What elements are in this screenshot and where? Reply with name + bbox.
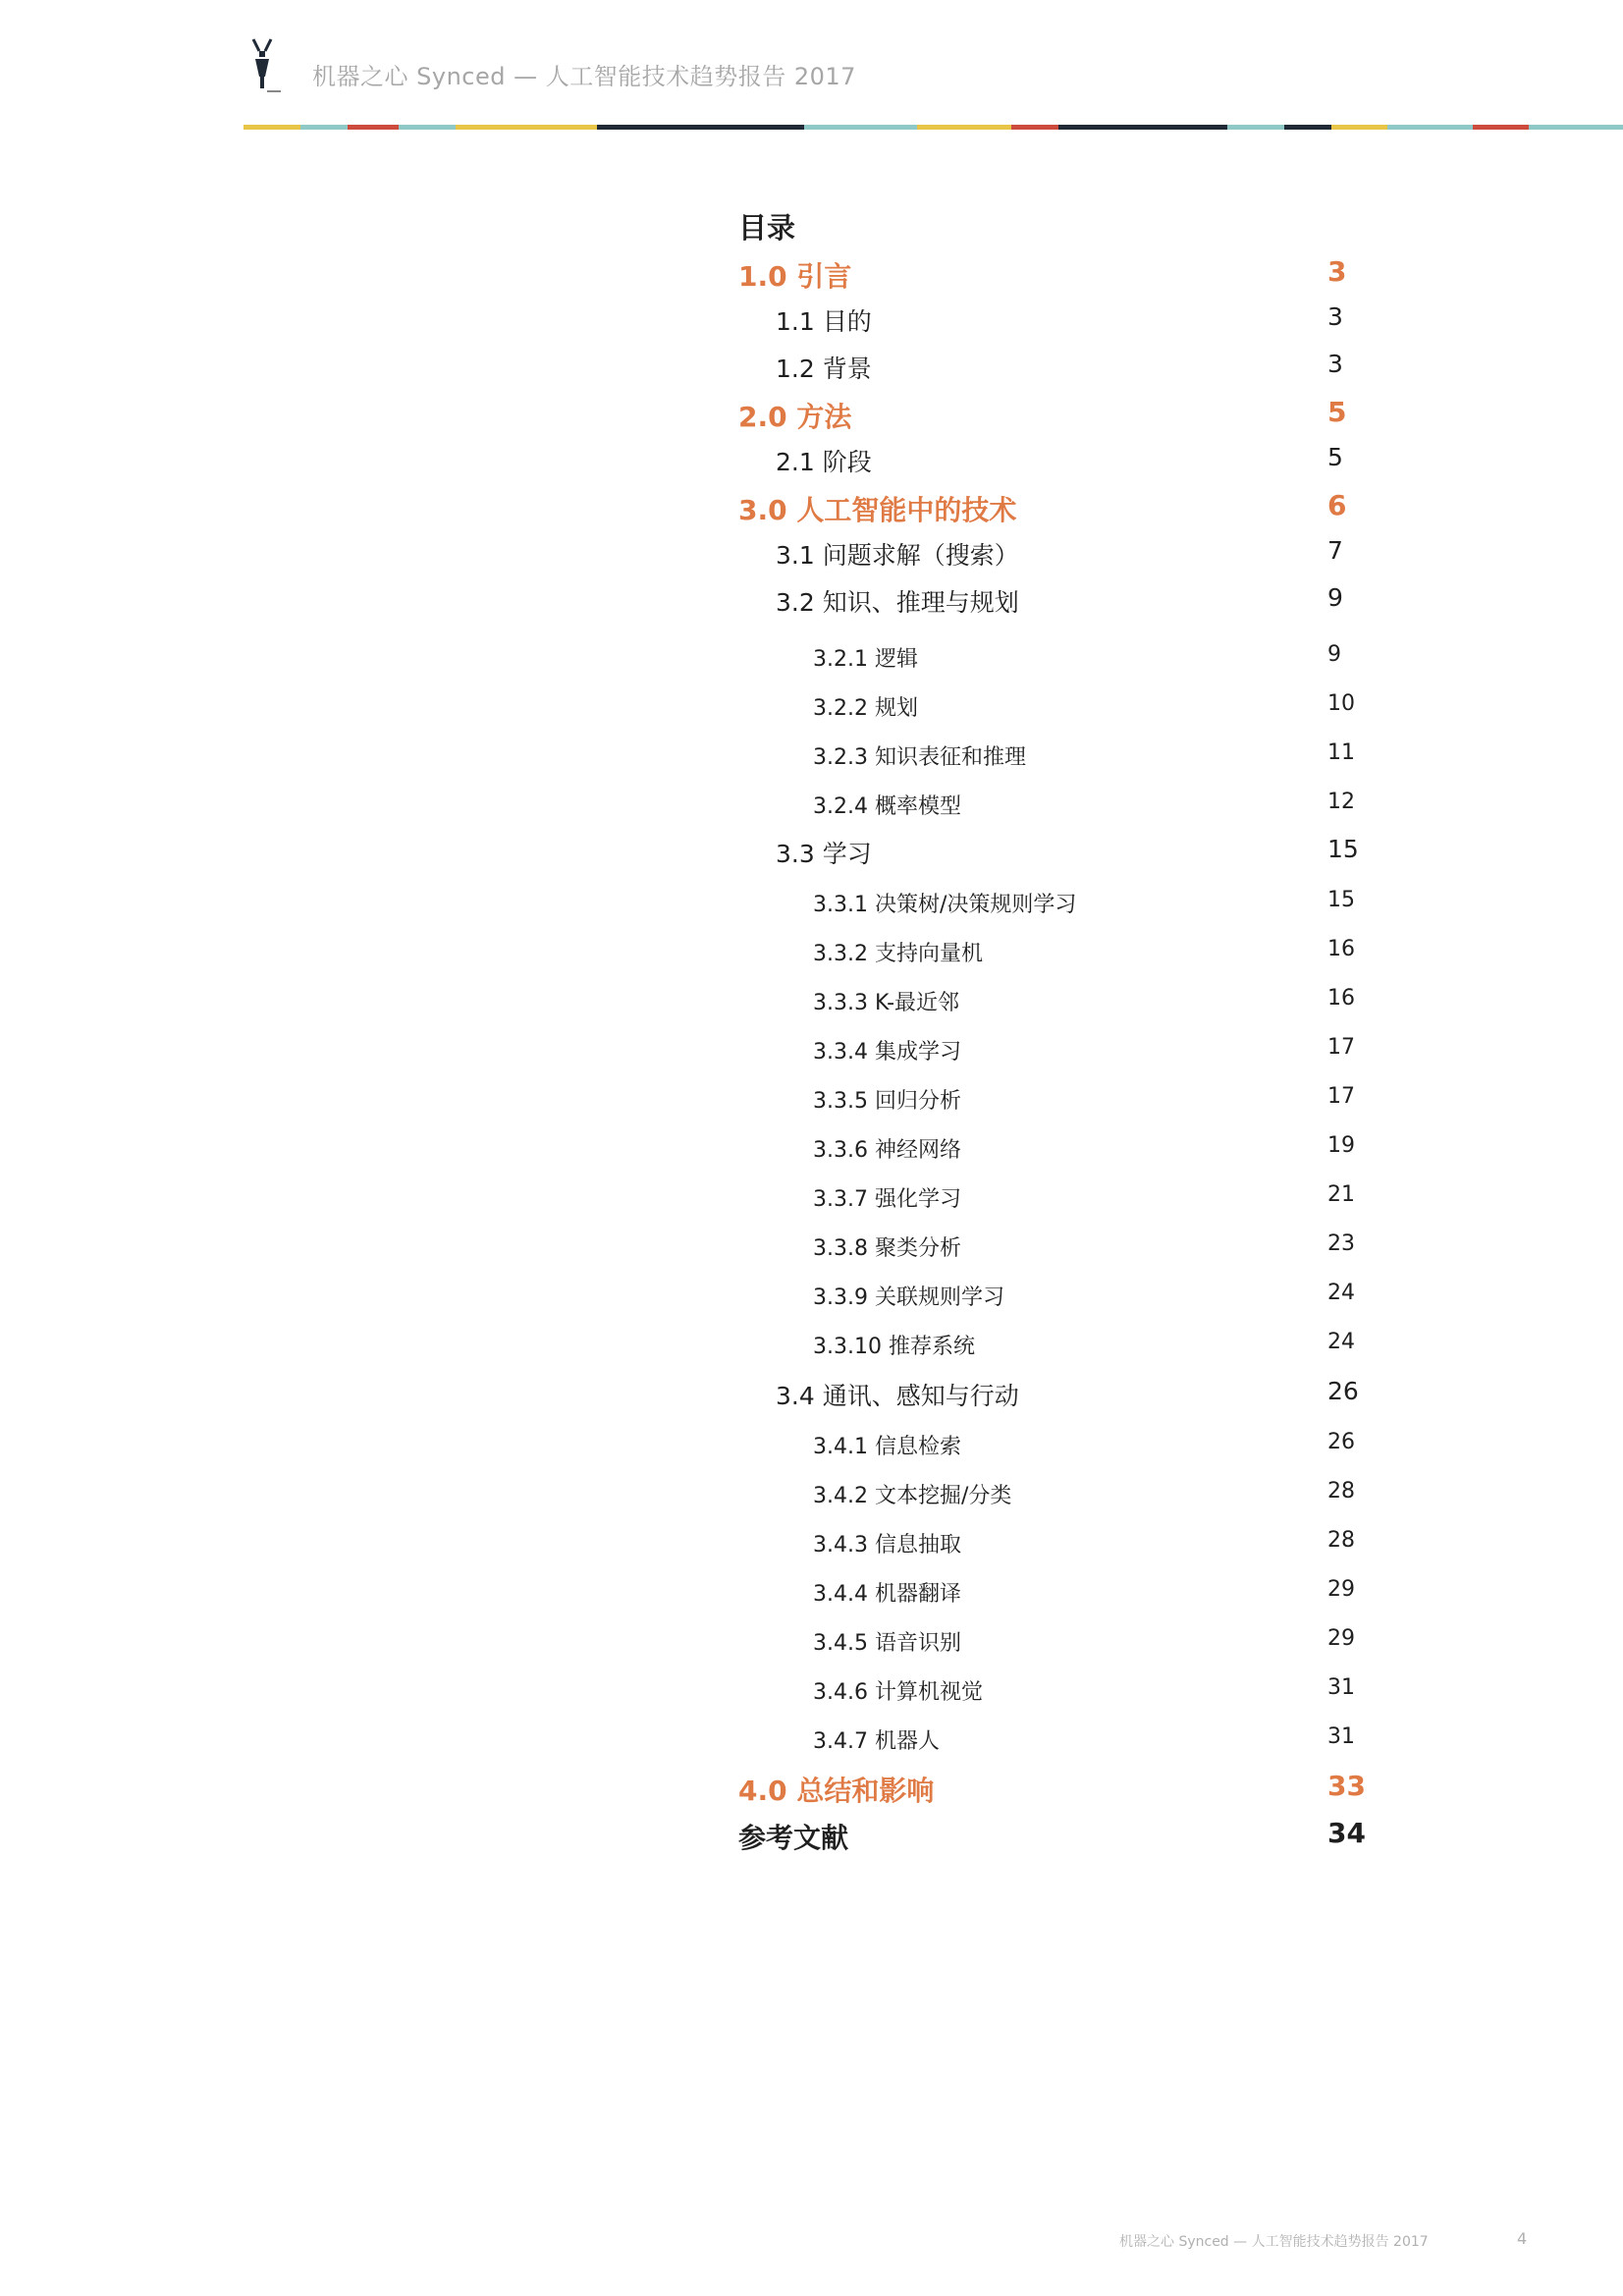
toc-entry-page: 17 [1327,1084,1355,1109]
header-title: 机器之心 Synced — 人工智能技术趋势报告 2017 [312,63,856,90]
toc-entry-label: 3.2.4 概率模型 [813,794,961,819]
toc-entry-label: 3.3.5 回归分析 [813,1089,961,1114]
toc-entry-3-3-4[interactable] [738,1035,1377,1078]
toc-entry-label: 3.2.2 规划 [813,696,918,721]
header-color-rule [243,125,1623,130]
toc-entry-1-0[interactable] [738,255,1377,299]
toc-entry-3-4-5[interactable] [738,1626,1377,1669]
toc-entry-page: 26 [1327,1377,1359,1405]
toc-entry-page: 3 [1327,255,1347,288]
toc-entry-3-3[interactable] [738,835,1377,878]
toc-entry-page: 9 [1327,642,1341,667]
toc-entry-3-2-3[interactable] [738,740,1377,784]
toc-entry-1-1[interactable] [738,302,1377,346]
toc-entry-label: 3.1 问题求解（搜索） [776,541,1019,570]
toc-entry-3-3-3[interactable] [738,986,1377,1029]
toc-entry-label: 参考文献 [738,1822,849,1854]
toc-entry-label: 3.4.4 机器翻译 [813,1582,961,1607]
toc-entry-label: 3.4 通讯、感知与行动 [776,1382,1019,1410]
synced-logo-icon [245,35,285,96]
toc-entry-page: 21 [1327,1182,1355,1207]
toc-entry-page: 26 [1327,1430,1355,1454]
toc-entry-3-3-6[interactable] [738,1133,1377,1176]
toc-entry-page: 7 [1327,536,1343,565]
toc-entry-label: 3.3.7 强化学习 [813,1187,961,1212]
toc-entry-page: 28 [1327,1479,1355,1503]
toc-entry-page: 9 [1327,583,1343,612]
toc-entry-page: 16 [1327,986,1355,1011]
toc-entry-page: 5 [1327,396,1347,428]
toc-entry-3-4-3[interactable] [738,1528,1377,1571]
toc-entry-label: 3.3 学习 [776,840,872,868]
toc-entry-4-0[interactable] [738,1770,1377,1813]
toc-entry-page: 15 [1327,835,1359,863]
toc-entry-page: 24 [1327,1281,1355,1305]
toc-entry-page: 12 [1327,790,1355,814]
toc-entry-3-4-1[interactable] [738,1430,1377,1473]
toc-entry-label: 3.3.1 决策树/决策规则学习 [813,893,1077,917]
toc-entry-3-4[interactable] [738,1377,1377,1420]
toc-entry-label: 3.3.6 神经网络 [813,1138,961,1163]
toc-entry-label: 3.4.3 信息抽取 [813,1533,961,1558]
toc-entry-3-3-10[interactable] [738,1330,1377,1373]
toc-entry-label: 3.3.3 K-最近邻 [813,991,960,1015]
toc-entry-page: 29 [1327,1577,1355,1602]
toc-entry-page: 24 [1327,1330,1355,1354]
toc-entry-label: 2.1 阶段 [776,448,872,476]
toc-entry-page: 3 [1327,350,1343,378]
toc-entry-page: 34 [1327,1817,1366,1849]
toc-entry-label: 3.0 人工智能中的技术 [738,494,1017,526]
toc-entry-3-2-1[interactable] [738,642,1377,685]
toc-entry-page: 31 [1327,1724,1355,1749]
toc-entry-page: 16 [1327,937,1355,961]
toc-entry-page: 23 [1327,1231,1355,1256]
toc-entry-3-2[interactable] [738,583,1377,627]
toc-entry-label: 3.4.1 信息检索 [813,1435,961,1459]
toc-entry-3-4-7[interactable] [738,1724,1377,1768]
toc-entry-label: 3.2.1 逻辑 [813,647,918,672]
toc-entry-page: 28 [1327,1528,1355,1553]
toc-entry-3-3-5[interactable] [738,1084,1377,1127]
toc-entry-1-2[interactable] [738,350,1377,393]
toc-entry-3-3-2[interactable] [738,937,1377,980]
toc-entry-label: 3.3.10 推荐系统 [813,1335,975,1359]
toc-entry-page: 31 [1327,1675,1355,1700]
toc-entry-label: 3.3.9 关联规则学习 [813,1285,1004,1310]
toc-entry-page: 19 [1327,1133,1355,1158]
toc-entry-page: 15 [1327,888,1355,912]
toc-entry-label: 1.1 目的 [776,307,872,336]
page-header [245,35,1623,104]
toc-entry-label: 3.2 知识、推理与规划 [776,588,1019,617]
toc-entry-3-4-6[interactable] [738,1675,1377,1719]
toc-entry-3-3-1[interactable] [738,888,1377,931]
toc-entry-label: 1.0 引言 [738,260,852,293]
toc-entry-3-3-8[interactable] [738,1231,1377,1275]
toc-entry-label: 3.3.8 聚类分析 [813,1236,961,1261]
toc-entry-label: 1.2 背景 [776,355,872,383]
toc-entry-label: 3.4.6 计算机视觉 [813,1680,983,1705]
toc-entry-page: 33 [1327,1770,1366,1802]
toc-entry-label: 2.0 方法 [738,401,852,433]
toc-heading: 目录 [738,211,796,245]
toc-entry-label: 3.2.3 知识表征和推理 [813,745,1026,770]
toc-entry-3-3-9[interactable] [738,1281,1377,1324]
toc-entry-2-1[interactable] [738,443,1377,486]
toc-entry-label: 3.3.4 集成学习 [813,1040,961,1065]
toc-entry-3-4-2[interactable] [738,1479,1377,1522]
toc-entry-references[interactable] [738,1817,1377,1860]
toc-entry-page: 6 [1327,489,1347,521]
toc-entry-3-3-7[interactable] [738,1182,1377,1226]
toc-entry-label: 3.3.2 支持向量机 [813,942,983,966]
toc-entry-page: 11 [1327,740,1355,765]
toc-entry-3-2-4[interactable] [738,790,1377,833]
toc-entry-3-0[interactable] [738,489,1377,532]
toc-entry-label: 4.0 总结和影响 [738,1775,935,1807]
toc-entry-label: 3.4.7 机器人 [813,1729,940,1754]
toc-entry-page: 17 [1327,1035,1355,1060]
toc-entry-2-0[interactable] [738,396,1377,439]
footer-page-number: 4 [1517,2229,1528,2248]
toc-entry-label: 3.4.5 语音识别 [813,1631,961,1656]
toc-entry-page: 29 [1327,1626,1355,1651]
toc-entry-3-2-2[interactable] [738,691,1377,735]
toc-entry-page: 10 [1327,691,1355,716]
toc-entry-page: 5 [1327,443,1343,471]
toc-entry-3-1[interactable] [738,536,1377,579]
toc-entry-page: 3 [1327,302,1343,331]
footer-title: 机器之心 Synced — 人工智能技术趋势报告 2017 [1119,2234,1429,2250]
toc-entry-3-4-4[interactable] [738,1577,1377,1620]
toc-entry-label: 3.4.2 文本挖掘/分类 [813,1484,1012,1508]
